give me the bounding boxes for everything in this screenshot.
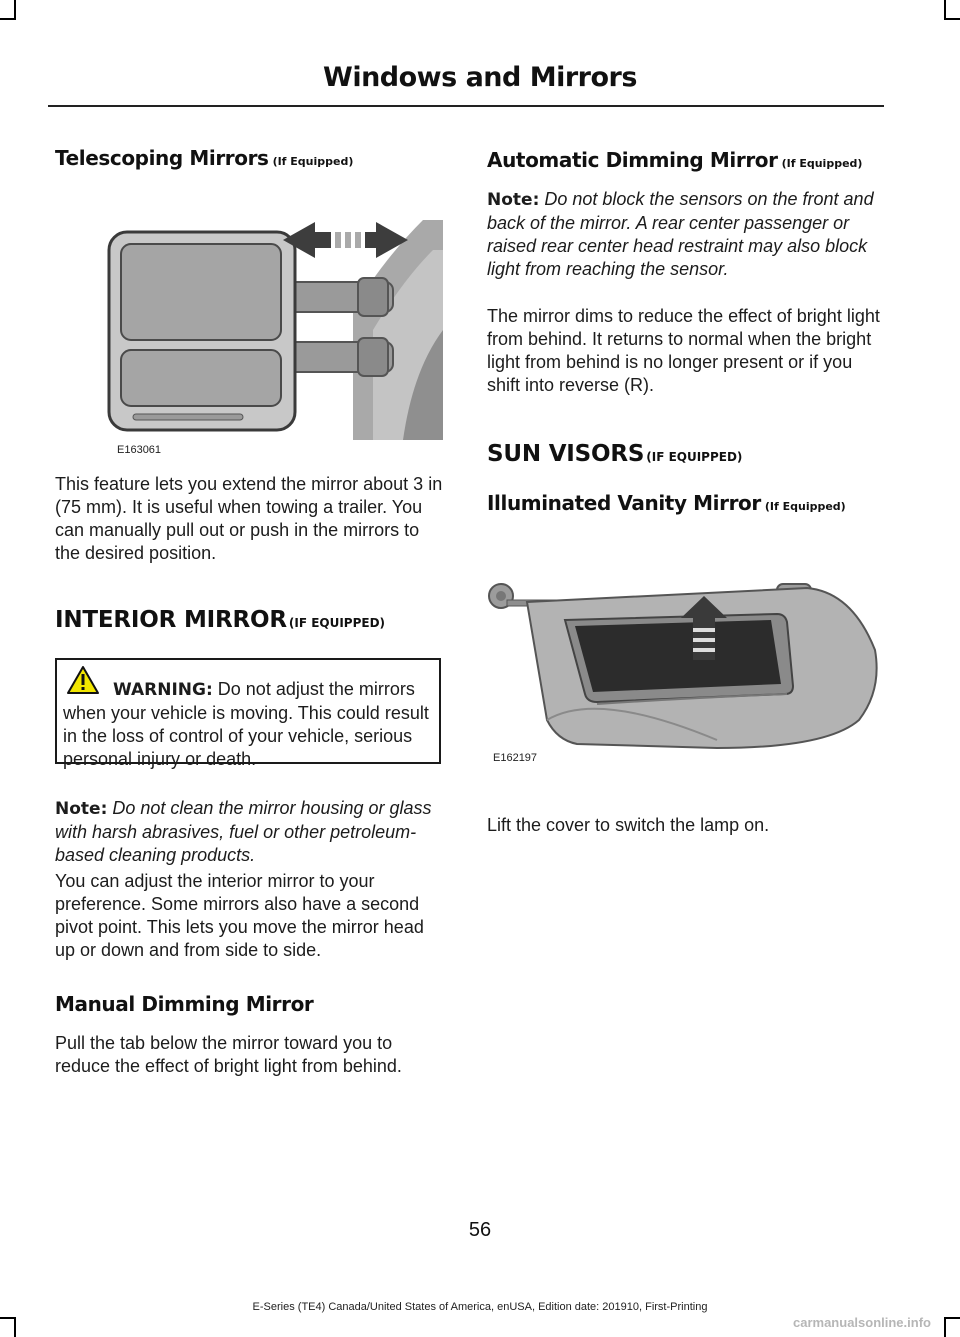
heading-tag: (IF EQUIPPED) <box>288 616 386 630</box>
telescoping-mirror-illustration <box>103 200 443 440</box>
heading-tag: (If Equipped) <box>781 157 863 170</box>
watermark: carmanualsonline.info <box>793 1315 931 1330</box>
warning-triangle-icon <box>63 669 113 693</box>
figure-caption: E163061 <box>117 444 162 456</box>
crop-mark <box>944 1317 946 1337</box>
figure-caption: E162197 <box>493 752 538 764</box>
sensor-note <box>487 188 883 281</box>
manual-dimming-paragraph: Pull the tab below the mirror toward you to reduce the effect of bright light from behind. <box>55 1033 402 1076</box>
crop-mark <box>14 0 16 20</box>
manual-dimming-heading: Manual Dimming Mirror <box>55 992 314 1016</box>
crop-mark <box>944 1317 960 1319</box>
note-text: Do not block the sensors on the front and back of the mirror. A rear center passenger or raised rear center head restraint may also block light from reaching the sensor. <box>487 189 874 279</box>
heading-text: Telescoping Mirrors <box>55 146 269 170</box>
header-rule <box>48 105 884 107</box>
note-label: Note: <box>55 799 108 819</box>
heading-tag: (If Equipped) <box>272 155 354 168</box>
crop-mark <box>944 0 946 20</box>
note-text: Do not clean the mirror housing or glass with harsh abrasives, fuel or other petroleum-based cleaning products. <box>55 798 432 865</box>
section-title: Windows and Mirrors <box>323 62 637 93</box>
footer-edition-info: E-Series (TE4) Canada/United States of America, enUSA, Edition date: 201910, First-Printing <box>252 1301 708 1313</box>
heading-tag: (IF EQUIPPED) <box>646 450 743 464</box>
telescoping-heading <box>55 146 353 170</box>
telescoping-mirror-figure <box>103 200 443 460</box>
telescoping-paragraph: This feature lets you extend the mirror about 3 in (75 mm). It is useful when towing a trailer. You can manually pull out or push in the mirrors to the desired position. <box>55 474 443 563</box>
vanity-paragraph: Lift the cover to switch the lamp on. <box>487 815 770 835</box>
heading-tag: (If Equipped) <box>764 500 846 513</box>
vanity-mirror-heading <box>487 491 846 515</box>
cleaning-note <box>55 797 447 867</box>
note-label: Note: <box>487 190 540 210</box>
heading-text: Illuminated Vanity Mirror <box>487 491 761 515</box>
heading-text: SUN VISORS <box>487 441 645 467</box>
heading-text: INTERIOR MIRROR <box>55 607 287 633</box>
sun-visors-heading <box>487 441 742 467</box>
warning-box <box>55 658 441 769</box>
auto-dimming-paragraph: The mirror dims to reduce the effect of bright light from behind. It returns to normal when the bright light from behind is no longer present or if you shift into reverse (R). <box>487 306 880 395</box>
interior-mirror-heading <box>55 607 385 633</box>
crop-mark <box>0 18 16 20</box>
sun-visor-illustration <box>487 580 885 750</box>
heading-text: Automatic Dimming Mirror <box>487 148 778 172</box>
crop-mark <box>0 1317 16 1319</box>
crop-mark <box>944 18 960 20</box>
crop-mark <box>14 1317 16 1337</box>
warning-label: WARNING: <box>113 680 213 700</box>
page-number: 56 <box>468 1219 492 1241</box>
interior-paragraph: You can adjust the interior mirror to your preference. Some mirrors also have a second pivot point. This lets you move the mirror head up or down and from side to side. <box>55 871 424 960</box>
sun-visor-figure <box>487 580 885 770</box>
auto-dimming-heading <box>487 148 862 172</box>
warning-text: Do not adjust the mirrors when your vehicle is moving. This could result in the loss of control of your vehicle, serious personal injury or death. <box>63 679 429 769</box>
